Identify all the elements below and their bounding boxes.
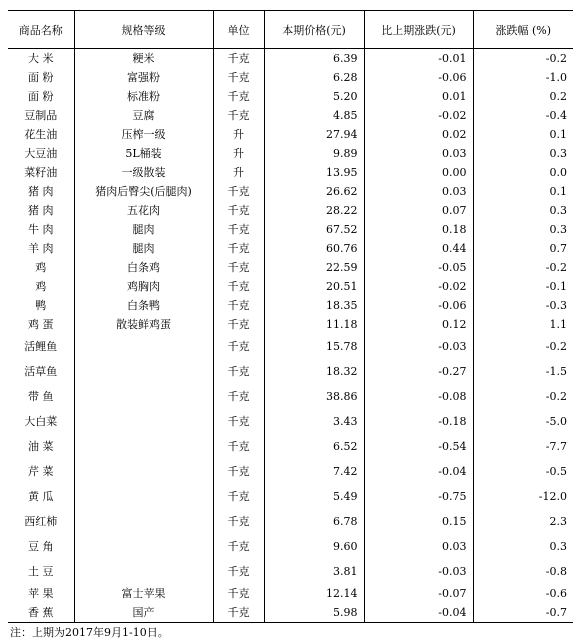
cell-change-pct: -0.2 (473, 49, 573, 69)
table-row (8, 534, 573, 559)
table-row (8, 409, 573, 434)
cell-spec-grade (74, 409, 213, 434)
table-row (8, 144, 573, 163)
cell-change-pct: 0.3 (473, 220, 573, 239)
cell-unit: 千克 (213, 434, 264, 459)
table-row (8, 434, 573, 459)
cell-product-name: 土 豆 (28, 565, 54, 578)
cell-current-price: 3.81 (264, 559, 364, 584)
cell-change-pct: -0.6 (473, 584, 573, 603)
cell-product-name: 带 鱼 (28, 390, 54, 403)
table-row (8, 182, 573, 201)
cell-change-pct: 0.0 (473, 163, 573, 182)
cell-unit: 千克 (213, 534, 264, 559)
header-spec-grade: 规格等级 (74, 11, 213, 49)
cell-spec-grade (74, 459, 213, 484)
cell-unit: 千克 (213, 182, 264, 201)
cell-change-pct: 0.2 (473, 87, 573, 106)
cell-unit: 升 (213, 144, 264, 163)
cell-spec-grade: 5L桶装 (74, 144, 213, 163)
cell-product-name: 鸡 (35, 280, 47, 293)
cell-product-name: 芹 菜 (28, 465, 54, 478)
cell-unit: 千克 (213, 409, 264, 434)
cell-spec-grade: 富士苹果 (74, 584, 213, 603)
table-row (8, 125, 573, 144)
cell-change-pct: 0.3 (473, 144, 573, 163)
table-row (8, 334, 573, 359)
cell-spec-grade: 白条鸭 (74, 296, 213, 315)
cell-change: -0.01 (364, 49, 473, 69)
cell-change: -0.05 (364, 258, 473, 277)
cell-current-price: 6.28 (264, 68, 364, 87)
cell-change-pct: 0.3 (473, 534, 573, 559)
cell-product-name: 鸡 蛋 (28, 318, 54, 331)
cell-change: 0.03 (364, 534, 473, 559)
cell-unit: 千克 (213, 68, 264, 87)
cell-change-pct: -1.0 (473, 68, 573, 87)
cell-unit: 千克 (213, 277, 264, 296)
cell-spec-grade: 腿肉 (74, 220, 213, 239)
cell-product-name: 鸡 (35, 261, 47, 274)
cell-spec-grade (74, 509, 213, 534)
cell-change: -0.03 (364, 334, 473, 359)
cell-change: -0.04 (364, 459, 473, 484)
cell-current-price: 3.43 (264, 409, 364, 434)
cell-spec-grade: 猪肉后臀尖(后腿肉) (74, 182, 213, 201)
cell-unit: 千克 (213, 106, 264, 125)
cell-current-price: 67.52 (264, 220, 364, 239)
cell-change: 0.44 (364, 239, 473, 258)
cell-product-name: 鸭 (35, 299, 47, 312)
cell-spec-grade (74, 559, 213, 584)
cell-change-pct: -0.2 (473, 258, 573, 277)
cell-current-price: 15.78 (264, 334, 364, 359)
cell-unit: 千克 (213, 315, 264, 334)
cell-change-pct: -7.7 (473, 434, 573, 459)
cell-unit: 千克 (213, 87, 264, 106)
cell-current-price: 6.52 (264, 434, 364, 459)
cell-spec-grade: 粳米 (74, 49, 213, 69)
cell-change: 0.15 (364, 509, 473, 534)
cell-unit: 千克 (213, 49, 264, 69)
cell-change: -0.27 (364, 359, 473, 384)
cell-spec-grade: 五花肉 (74, 201, 213, 220)
table-row (8, 484, 573, 509)
cell-current-price: 60.76 (264, 239, 364, 258)
cell-current-price: 9.60 (264, 534, 364, 559)
price-table-container (8, 10, 573, 623)
cell-change: -0.06 (364, 68, 473, 87)
cell-change: -0.54 (364, 434, 473, 459)
table-row (8, 258, 573, 277)
cell-unit: 千克 (213, 296, 264, 315)
cell-current-price: 26.62 (264, 182, 364, 201)
cell-change-pct: -0.7 (473, 603, 573, 623)
cell-change-pct: -5.0 (473, 409, 573, 434)
cell-unit: 千克 (213, 384, 264, 409)
cell-product-name: 花生油 (24, 128, 58, 141)
cell-product-name: 大白菜 (24, 415, 58, 428)
cell-change-pct: -12.0 (473, 484, 573, 509)
cell-spec-grade: 腿肉 (74, 239, 213, 258)
cell-product-name: 猪 肉 (28, 185, 54, 198)
cell-change-pct: 0.1 (473, 182, 573, 201)
cell-current-price: 13.95 (264, 163, 364, 182)
header-unit: 单位 (213, 11, 264, 49)
cell-product-name: 豆 角 (28, 540, 54, 553)
header-change-pct: 涨跌幅 (%) (473, 11, 573, 49)
cell-unit: 千克 (213, 584, 264, 603)
cell-current-price: 12.14 (264, 584, 364, 603)
cell-product-name: 大豆油 (24, 147, 58, 160)
cell-change: -0.03 (364, 559, 473, 584)
cell-current-price: 6.78 (264, 509, 364, 534)
cell-change-pct: -0.3 (473, 296, 573, 315)
cell-change: 0.03 (364, 144, 473, 163)
cell-product-name: 油 菜 (28, 440, 54, 453)
cell-unit: 升 (213, 125, 264, 144)
cell-current-price: 18.35 (264, 296, 364, 315)
table-row (8, 49, 573, 69)
cell-change: 0.02 (364, 125, 473, 144)
table-header-row (8, 11, 573, 49)
cell-change-pct: 0.1 (473, 125, 573, 144)
cell-change-pct: -1.5 (473, 359, 573, 384)
header-product-name: 商品名称 (8, 11, 74, 49)
cell-change: -0.02 (364, 277, 473, 296)
table-row (8, 384, 573, 409)
cell-spec-grade: 压榨一级 (74, 125, 213, 144)
cell-current-price: 6.39 (264, 49, 364, 69)
cell-spec-grade: 散装鲜鸡蛋 (74, 315, 213, 334)
cell-spec-grade (74, 359, 213, 384)
table-row (8, 359, 573, 384)
cell-product-name: 菜籽油 (24, 166, 58, 179)
cell-current-price: 5.20 (264, 87, 364, 106)
table-row (8, 68, 573, 87)
cell-product-name: 羊 肉 (28, 242, 54, 255)
table-row (8, 220, 573, 239)
cell-change-pct: 1.1 (473, 315, 573, 334)
cell-spec-grade: 豆腐 (74, 106, 213, 125)
cell-current-price: 27.94 (264, 125, 364, 144)
cell-unit: 千克 (213, 459, 264, 484)
cell-current-price: 18.32 (264, 359, 364, 384)
cell-change-pct: -0.1 (473, 277, 573, 296)
cell-spec-grade: 一级散装 (74, 163, 213, 182)
cell-current-price: 20.51 (264, 277, 364, 296)
cell-product-name: 黄 瓜 (28, 490, 54, 503)
cell-current-price: 5.49 (264, 484, 364, 509)
table-row (8, 296, 573, 315)
cell-change: 0.01 (364, 87, 473, 106)
cell-current-price: 38.86 (264, 384, 364, 409)
cell-product-name: 香 蕉 (8, 603, 74, 623)
cell-unit: 千克 (213, 334, 264, 359)
table-row (8, 87, 573, 106)
cell-change-pct: 0.3 (473, 201, 573, 220)
cell-change: 0.18 (364, 220, 473, 239)
cell-product-name: 面 粉 (28, 71, 54, 84)
cell-product-name: 牛 肉 (28, 223, 54, 236)
cell-change: -0.02 (364, 106, 473, 125)
table-row (8, 315, 573, 334)
cell-product-name: 猪 肉 (28, 204, 54, 217)
cell-unit: 千克 (213, 603, 264, 623)
cell-current-price: 5.98 (264, 603, 364, 623)
cell-spec-grade: 标准粉 (74, 87, 213, 106)
table-row (8, 509, 573, 534)
cell-current-price: 7.42 (264, 459, 364, 484)
cell-product-name: 豆制品 (24, 109, 58, 122)
table-row (8, 106, 573, 125)
cell-spec-grade (74, 434, 213, 459)
price-table (8, 10, 573, 623)
cell-spec-grade (74, 534, 213, 559)
cell-change-pct: -0.2 (473, 384, 573, 409)
cell-current-price: 28.22 (264, 201, 364, 220)
cell-product-name: 苹 果 (28, 587, 54, 600)
cell-product-name: 活鲤鱼 (24, 340, 58, 353)
cell-change: -0.08 (364, 384, 473, 409)
cell-product-name: 活草鱼 (24, 365, 58, 378)
table-row (8, 277, 573, 296)
cell-unit: 千克 (213, 201, 264, 220)
cell-current-price: 4.85 (264, 106, 364, 125)
table-row (8, 201, 573, 220)
cell-current-price: 22.59 (264, 258, 364, 277)
table-row (8, 163, 573, 182)
cell-unit: 千克 (213, 239, 264, 258)
footnote: 注：上期为2017年9月1-10日。 (10, 626, 169, 639)
cell-unit: 千克 (213, 220, 264, 239)
table-row (8, 239, 573, 258)
cell-product-name: 面 粉 (28, 90, 54, 103)
cell-change: -0.04 (364, 603, 473, 623)
cell-change: -0.06 (364, 296, 473, 315)
table-row (8, 584, 573, 603)
cell-product-name: 西红柿 (24, 515, 58, 528)
cell-spec-grade: 白条鸡 (74, 258, 213, 277)
table-row (8, 559, 573, 584)
cell-unit: 千克 (213, 359, 264, 384)
table-body (8, 49, 573, 623)
cell-change: 0.03 (364, 182, 473, 201)
cell-change: 0.00 (364, 163, 473, 182)
cell-unit: 升 (213, 163, 264, 182)
table-row (8, 459, 573, 484)
cell-change: 0.12 (364, 315, 473, 334)
cell-spec-grade (74, 384, 213, 409)
cell-spec-grade (74, 484, 213, 509)
cell-current-price: 11.18 (264, 315, 364, 334)
cell-product-name: 大 米 (28, 52, 54, 65)
cell-spec-grade: 国产 (74, 603, 213, 623)
cell-spec-grade: 鸡胸肉 (74, 277, 213, 296)
cell-change: -0.07 (364, 584, 473, 603)
cell-change-pct: -0.8 (473, 559, 573, 584)
cell-change: -0.75 (364, 484, 473, 509)
cell-spec-grade: 富强粉 (74, 68, 213, 87)
cell-spec-grade (74, 334, 213, 359)
header-change: 比上期涨跌(元) (364, 11, 473, 49)
cell-change-pct: 0.7 (473, 239, 573, 258)
table-row (8, 603, 573, 623)
cell-change: -0.18 (364, 409, 473, 434)
cell-current-price: 9.89 (264, 144, 364, 163)
cell-unit: 千克 (213, 559, 264, 584)
cell-unit: 千克 (213, 509, 264, 534)
cell-change-pct: -0.4 (473, 106, 573, 125)
cell-change-pct: -0.5 (473, 459, 573, 484)
cell-change-pct: 2.3 (473, 509, 573, 534)
cell-unit: 千克 (213, 258, 264, 277)
cell-unit: 千克 (213, 484, 264, 509)
header-current-price: 本期价格(元) (264, 11, 364, 49)
cell-change-pct: -0.2 (473, 334, 573, 359)
cell-change: 0.07 (364, 201, 473, 220)
